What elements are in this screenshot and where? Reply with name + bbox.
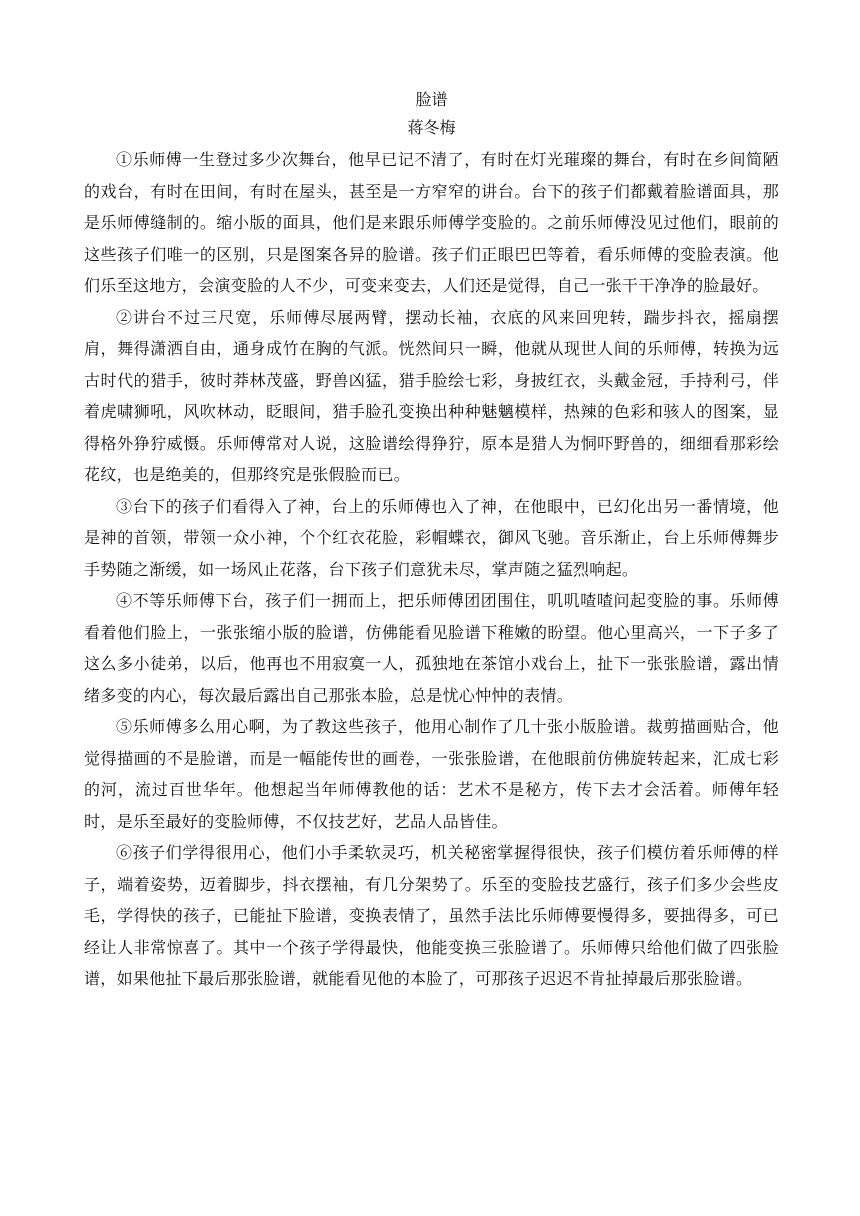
paragraph-3: ③台下的孩子们看得入了神，台上的乐师傅也入了神，在他眼中，已幻化出另一番情境，他是神的首领，带领一众小神，个个红衣花脸，彩帽蝶衣，御风飞驰。音乐渐止，台上乐师傅舞步手势随之渐缓，如一场风止花落，台下孩子们意犹未尽，掌声随之猛烈响起。 [84, 496, 779, 579]
paragraph-6: ⑥孩子们学得很用心，他们小手柔软灵巧，机关秘密掌握得很快，孩子们模仿着乐师傅的样子，端着姿势，迈着脚步，抖衣摆袖，有几分架势了。乐至的变脸技艺盛行，孩子们多少会些皮毛，学得快的孩子，已能扯下脸谱，变换表情了，虽然手法比乐师傅要慢得多，要拙得多，可已经让人非常惊喜了。其中一个孩子学得最快，他能变换三张脸谱了。乐师傅只给他们做了四张脸谱，如果他扯下最后那张脸谱，就能看见他的本脸了，可那孩子迟迟不肯扯掉最后那张脸谱。 [84, 843, 779, 988]
paragraph-4: ④不等乐师傅下台，孩子们一拥而上，把乐师傅团团围住，叽叽喳喳问起变脸的事。乐师傅看着他们脸上，一张张缩小版的脸谱，仿佛能看见脸谱下稚嫩的盼望。他心里高兴，一下子多了这么多小徒弟，以后，他再也不用寂寞一人，孤独地在茶馆小戏台上，扯下一张张脸谱，露出情绪多变的内心，每次最后露出自己那张本脸，总是忧心忡忡的表情。 [84, 591, 779, 705]
document-page [84, 86, 779, 995]
paragraph-5: ⑤乐师傅多么用心啊，为了教这些孩子，他用心制作了几十张小版脸谱。裁剪描画贴合，他觉得描画的不是脸谱，而是一幅能传世的画卷，一张张脸谱，在他眼前仿佛旋转起来，汇成七彩的河，流过百世华年。他想起当年师傅教他的话：艺术不是秘方，传下去才会活着。师傅年轻时，是乐至最好的变脸师傅，不仅技艺好，艺品人品皆佳。 [84, 717, 779, 831]
document-author: 蒋冬梅 [407, 118, 456, 137]
document-title: 脸谱 [415, 90, 448, 109]
paragraph-2: ②讲台不过三尺宽，乐师傅尽展两臂，摆动长袖，衣底的风来回兜转，踹步抖衣，摇扇摆肩，舞得潇洒自由，通身成竹在胸的气派。恍然间只一瞬，他就从现世人间的乐师傅，转换为远古时代的猎手，彼时莽林茂盛，野兽凶猛，猎手脸绘七彩，身披红衣，头戴金冠，手持利弓，伴着虎啸狮吼，风吹林动，眨眼间，猎手脸孔变换出种种魅魑模样，热辣的色彩和骇人的图案，显得格外狰狞威慑。乐师傅常对人说，这脸谱绘得狰狞，原本是猎人为恫吓野兽的，细细看那彩绘花纹，也是绝美的，但那终究是张假脸而已。 [84, 307, 779, 484]
paragraph-1: ①乐师傅一生登过多少次舞台，他早已记不清了，有时在灯光璀璨的舞台，有时在乡间简陋的戏台，有时在田间，有时在屋头，甚至是一方窄窄的讲台。台下的孩子们都戴着脸谱面具，那是乐师傅缝制的。缩小版的面具，他们是来跟乐师傅学变脸的。之前乐师傅没见过他们，眼前的这些孩子们唯一的区别，只是图案各异的脸谱。孩子们正眼巴巴等着，看乐师傅的变脸表演。他们乐至这地方，会演变脸的人不少，可变来变去，人们还是觉得，自己一张干干净净的脸最好。 [84, 150, 779, 295]
